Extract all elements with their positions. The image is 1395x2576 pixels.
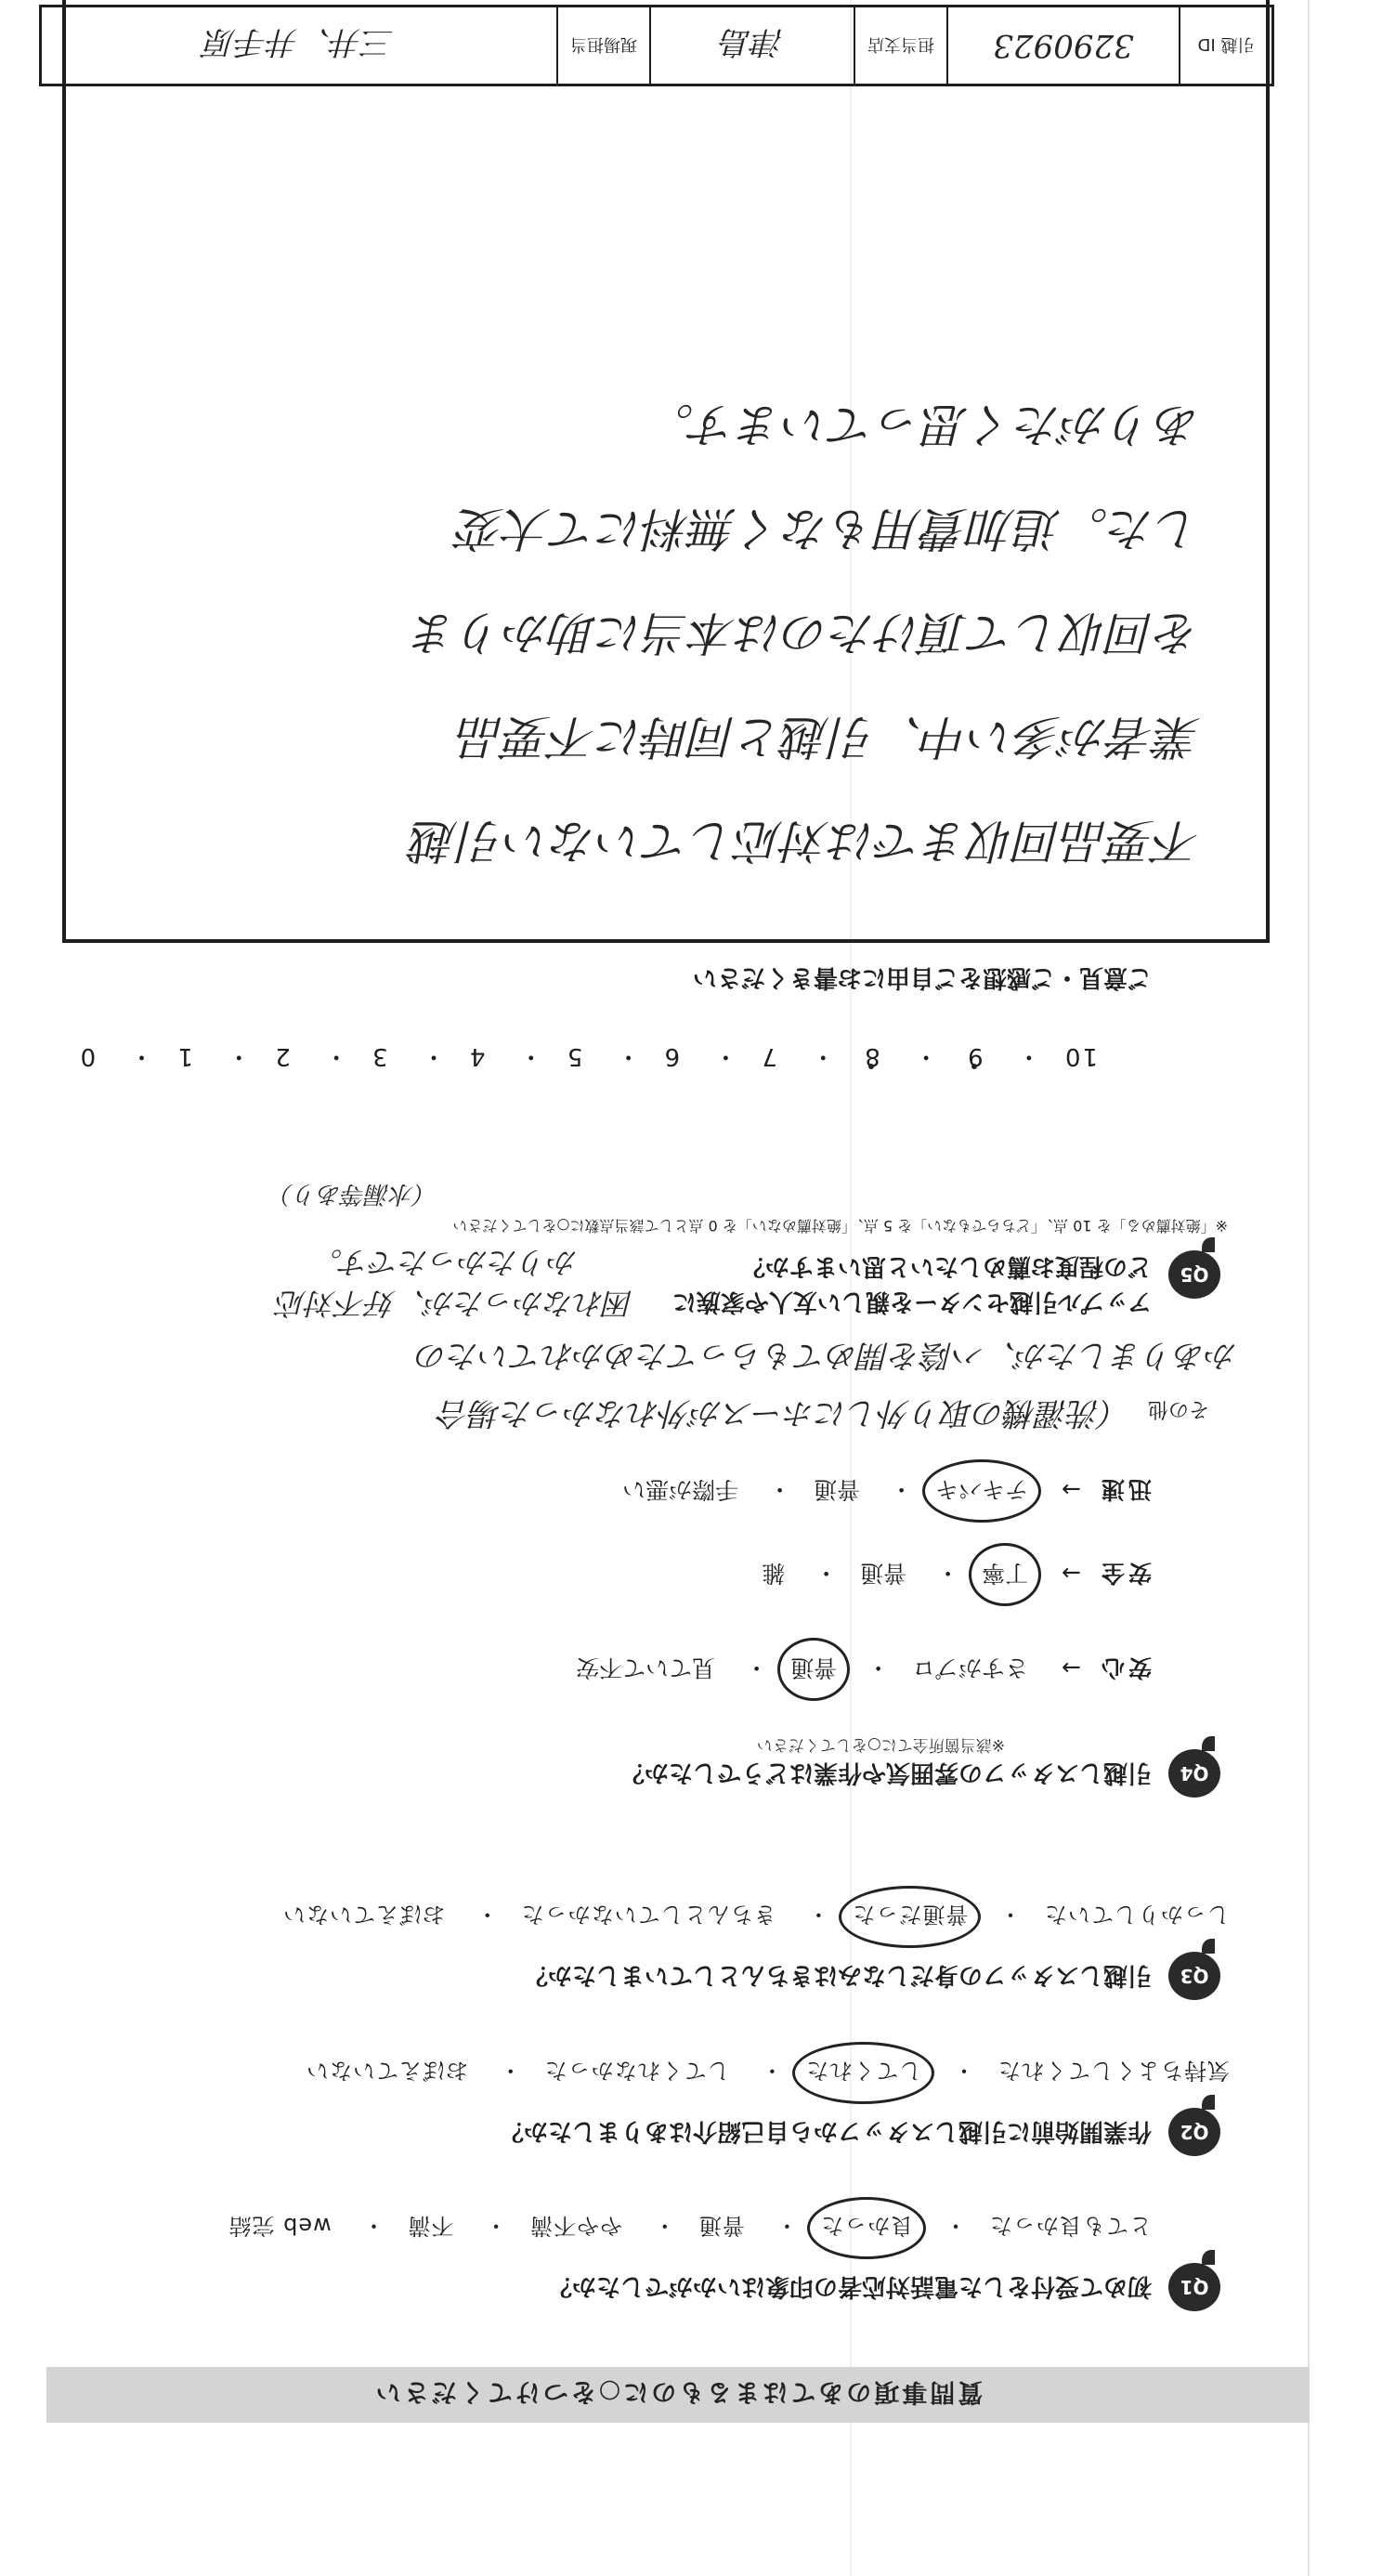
comment-box[interactable] bbox=[62, 0, 1270, 943]
q4-option[interactable]: 見ていて不安 bbox=[576, 1654, 716, 1681]
q4-option[interactable]: 手際が悪い bbox=[622, 1476, 739, 1503]
q4-option[interactable]: 普通 bbox=[860, 1560, 907, 1587]
q5-text-2: どの程度お薦めしたいと思いますか？ bbox=[740, 1252, 1152, 1280]
q5-note: ※「絶対薦める」を 10 点、「どちらでもない」を 5 点、「絶対薦めない」を 0 点として該当点数に○をしてください bbox=[452, 1217, 1228, 1235]
instruction-banner: 質問事項のあてはまるものに○をつけてください bbox=[46, 2367, 1310, 2423]
q2-option-selected[interactable]: してくれた bbox=[805, 2057, 921, 2089]
comment-line: ありがたく思っています。 bbox=[647, 398, 1201, 451]
q4-other-handwritten-2: かありましたが、ハ陰を開めてもらってためかれていたの bbox=[416, 1337, 1237, 1374]
comment-line: を回収して頂けたのは本当に助かりま bbox=[411, 606, 1201, 660]
q2-option[interactable]: してくれなかった bbox=[543, 2058, 730, 2084]
arrow-right-icon: → bbox=[1062, 1476, 1081, 1503]
q4-note: ※該当箇所全てに○をしてください bbox=[756, 1735, 1005, 1754]
q4-row-label: 安全 bbox=[1097, 1560, 1152, 1587]
q5-handwritten-comment-2: かりたかったです。 bbox=[312, 1245, 578, 1280]
q4-other bbox=[438, 1393, 1209, 1439]
q1-badge-icon: Q1 bbox=[1168, 2263, 1220, 2311]
q2-text: 作業開始前に引越しスタッフから自己紹介はありましたか？ bbox=[499, 2117, 1152, 2145]
score-option[interactable]: 5 bbox=[565, 1042, 583, 1070]
q2-option[interactable]: 気持ちよくしてくれた bbox=[997, 2058, 1230, 2084]
q4-row-label: 安心 bbox=[1097, 1654, 1152, 1681]
q3-option-selected[interactable]: 普通だった bbox=[852, 1901, 968, 1933]
leader-value: 三井、井手原 bbox=[204, 23, 394, 61]
score-option[interactable]: 10 bbox=[1063, 1042, 1098, 1070]
q4-row-label: 迅速 bbox=[1097, 1476, 1152, 1503]
comment-line: した。追加費用もなく無料にて大変 bbox=[458, 502, 1201, 556]
branch-value: 津島 bbox=[649, 7, 854, 84]
id-value: 3290923 bbox=[946, 7, 1179, 84]
arrow-right-icon: → bbox=[1062, 1560, 1081, 1587]
q4-option-selected[interactable]: 丁寧 bbox=[982, 1558, 1028, 1591]
branch-label: 担当支店 bbox=[854, 7, 946, 84]
q3-option[interactable]: しっかりしていた bbox=[1044, 1902, 1230, 1928]
q4-row-anshin: 安心→ さすがプロ・ 普通 ・ 見ていて不安 bbox=[576, 1653, 1152, 1686]
q4-row-anzen: 安全→ 丁寧 ・ 普通・ 雑 bbox=[762, 1558, 1152, 1591]
score-option-crossed[interactable]: 8 bbox=[863, 1042, 880, 1070]
q3-badge-icon: Q3 bbox=[1168, 1952, 1220, 2000]
footer-table bbox=[39, 5, 1274, 86]
handwritten-circle-mark bbox=[839, 1886, 981, 1948]
handwritten-circle-mark bbox=[792, 2042, 934, 2104]
arrow-right-icon: → bbox=[1062, 1654, 1081, 1681]
handwritten-circle-mark bbox=[969, 1543, 1041, 1606]
q4-option-selected[interactable]: 普通 bbox=[790, 1653, 837, 1686]
q5-handwritten-comment: 困れなかったが、好不対応 bbox=[276, 1286, 633, 1321]
q4-other-handwritten: （洗濯機の取り外しにホースが外れなかった場合 bbox=[437, 1394, 1132, 1432]
id-label: 引越 ID bbox=[1179, 7, 1271, 84]
comment-line: 不要品回収までは対応していない引越 bbox=[411, 814, 1201, 868]
q5-handwritten-aside: （水漏等あり） bbox=[268, 1180, 438, 1208]
handwritten-circle-mark bbox=[777, 1638, 850, 1701]
q2-badge-icon: Q2 bbox=[1168, 2108, 1220, 2156]
score-option[interactable]: 1 bbox=[176, 1042, 193, 1070]
q2-option[interactable]: おぼえていない bbox=[306, 2058, 469, 2084]
score-option[interactable]: 7 bbox=[760, 1042, 777, 1070]
score-option[interactable]: 3 bbox=[371, 1042, 388, 1070]
q3-option[interactable]: きちんとしていなかった bbox=[520, 1902, 776, 1928]
q5-score-scale: 10・ 9・ 8・ 7・ 6・ 5・ 4・ 3・ 2・ 1・ 0 bbox=[78, 1042, 1098, 1070]
q3-option[interactable]: おぼえていない bbox=[282, 1902, 446, 1928]
score-option[interactable]: 2 bbox=[273, 1042, 291, 1070]
q4-badge-icon: Q4 bbox=[1168, 1749, 1220, 1798]
comment-title: ご意見・ご感想をご自由にお書きください bbox=[692, 963, 1152, 991]
q1-option[interactable]: 不満 bbox=[407, 2213, 454, 2239]
score-option[interactable]: 6 bbox=[662, 1042, 681, 1070]
paper-edge bbox=[1308, 0, 1310, 2576]
q1-options: とても良かった・ 良かった ・ 普通・ やや不満・ 不満・ web 完結 bbox=[228, 2212, 1152, 2244]
q5-badge-icon: Q5 bbox=[1168, 1250, 1220, 1299]
handwritten-circle-mark bbox=[922, 1459, 1041, 1523]
score-option-selected[interactable]: 9 bbox=[966, 1042, 984, 1070]
q3-text: 引越しスタッフの身だしなみはきちんとしていましたか？ bbox=[523, 1961, 1152, 1989]
handwritten-circle-mark bbox=[807, 2197, 926, 2259]
q4-option-selected[interactable]: テキパキ bbox=[935, 1474, 1028, 1508]
q1-option-selected[interactable]: 良かった bbox=[820, 2212, 913, 2244]
q4-option[interactable]: さすがプロ bbox=[912, 1654, 1029, 1681]
score-option[interactable]: 0 bbox=[78, 1042, 97, 1070]
q1-option[interactable]: とても良かった bbox=[989, 2213, 1152, 2239]
q4-option[interactable]: 普通 bbox=[814, 1476, 861, 1503]
comment-line: 業者が多い中、引越と同時に不要品 bbox=[458, 710, 1201, 764]
q1-text: 初めて受付をした電話対応者の印象はいかがでしたか？ bbox=[547, 2272, 1152, 2300]
q4-other-label: その他 bbox=[1147, 1397, 1209, 1420]
q2-options: 気持ちよくしてくれた・ してくれた ・ してくれなかった・ おぼえていない bbox=[306, 2057, 1230, 2089]
q1-option[interactable]: やや不満 bbox=[529, 2213, 623, 2239]
score-option[interactable]: 4 bbox=[467, 1042, 486, 1070]
q5-text: アップル引越センターを親しい友人や家族に bbox=[671, 1288, 1152, 1315]
q4-option[interactable]: 雑 bbox=[762, 1560, 786, 1587]
q1-option[interactable]: 普通 bbox=[698, 2213, 745, 2239]
q1-option[interactable]: web 完結 bbox=[228, 2213, 332, 2239]
q4-text: 引越しスタッフの雰囲気や作業はどうでしたか？ bbox=[619, 1759, 1152, 1786]
comment-handwritten-text bbox=[124, 373, 1201, 893]
q4-row-jinsoku: 迅速→ テキパキ ・ 普通・ 手際が悪い bbox=[622, 1474, 1152, 1508]
q3-options: しっかりしていた・ 普通だった ・ きちんとしていなかった・ おぼえていない bbox=[282, 1901, 1230, 1933]
leader-label: 現場担当 bbox=[556, 7, 649, 84]
